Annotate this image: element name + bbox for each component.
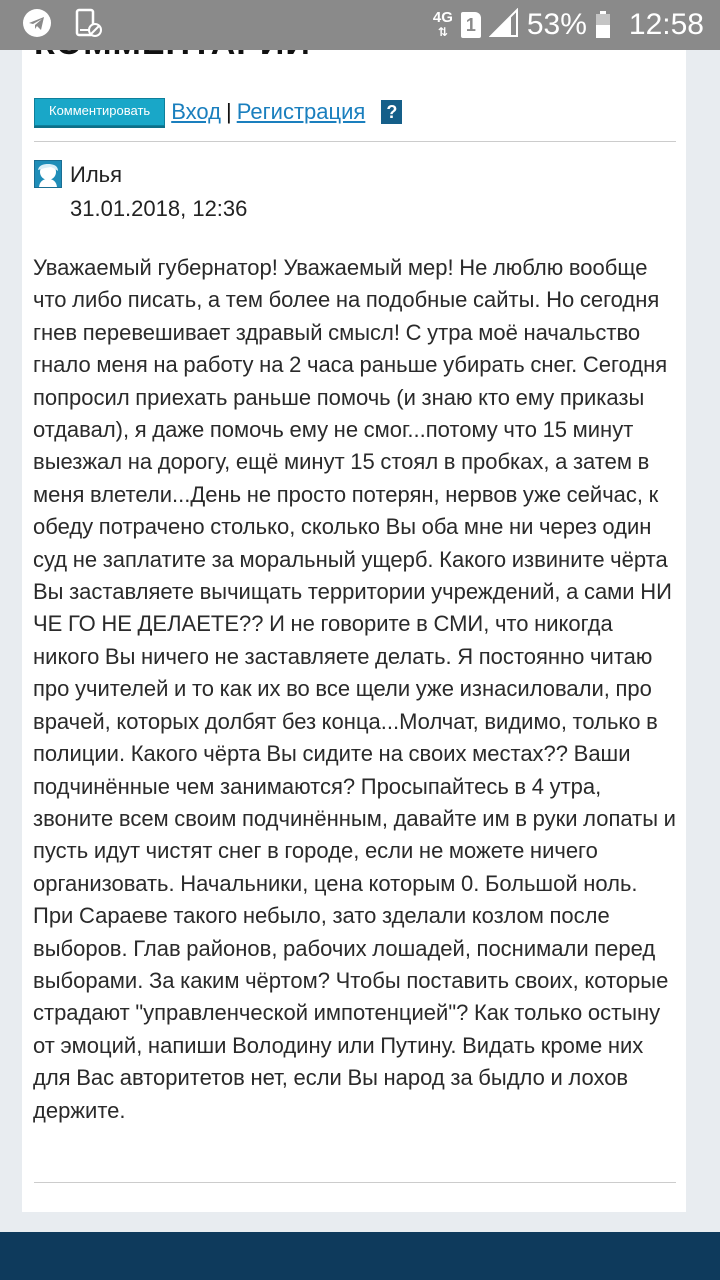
clock: 12:58	[628, 8, 704, 41]
network-type	[433, 11, 453, 39]
data-arrows-icon: ⇅	[437, 25, 448, 39]
battery-percentage: 53%	[526, 8, 587, 41]
help-button[interactable]: ?	[381, 100, 402, 124]
page-footer	[0, 1232, 720, 1280]
register-link[interactable]: Регистрация	[236, 99, 366, 124]
telegram-icon	[22, 8, 52, 43]
phone-blocked-icon	[74, 8, 102, 43]
comment-button[interactable]: Комментировать	[34, 98, 165, 126]
avatar[interactable]	[34, 160, 62, 188]
signal-icon	[489, 8, 519, 43]
status-bar	[0, 0, 720, 50]
network-label: 4G	[432, 9, 453, 26]
comment-toolbar	[34, 98, 402, 126]
comment-text: Уважаемый губернатор! Уважаемый мер! Не люблю вообще что либо писать, а тем более на подобные сайты. Но сегодня гнев перевешивает здравый смысл! С утра моё начальство гнало меня на работу на 2 часа раньше убирать снег. Сегодня попросил приехать раньше помочь (и знаю кто ему приказы отдавал), я даже помочь ему не смог...потому что 15 минут выезжал на дорогу, ещё минут 15 стоял в пробках, а затем в меня влетели...День не просто потерян, нервов уже сейчас, к обеду потрачено столько, сколько Вы оба мне ни через один суд не заплатите за моральный ущерб. Какого извините чёрта Вы заставляете вычищать территории учреждений, а сами НИ ЧЕ ГО НЕ ДЕЛАЕТЕ?? И не говорите в СМИ, что никогда никого Вы ничего не заставляете делать. Я постоянно читаю про учителей и то как их во все щели уже изнасиловали, про врачей, которых долбят без конца...Молчат, видимо, только в полиции. Какого чёрта Вы сидите на своих местах?? Ваши подчинённые чем занимаются? Просыпайтесь в 4 утра, звоните всем своим подчинённым, давайте им в руки лопаты и пусть идут чистят снег в городе, если не можете ничего организовать. Начальники, цена которым 0. Большой ноль. При Сараеве такого небыло, зато зделали козлом после выборов. Глав районов, рабочих лошадей, поснимали перед выборами. За каким чёртом? Чтобы поставить своих, которые страдают "управленческой импотенцией"? Как только остыну от эмоций, напиши Володину или Путину. Видать кроме них для Вас авторитетов нет, если Вы народ за быдло и лохов держите.	[33, 255, 676, 1123]
comment-author: Илья	[70, 162, 123, 187]
comments-card	[22, 0, 686, 1212]
sim-badge: 1	[461, 12, 481, 38]
user-silhouette-icon	[35, 161, 61, 187]
status-bar-left	[22, 10, 102, 40]
comment-date: 31.01.2018, 12:36	[70, 196, 248, 221]
battery-icon	[595, 11, 611, 39]
login-link[interactable]: Вход	[171, 99, 221, 124]
divider	[34, 141, 676, 142]
link-separator: |	[225, 99, 232, 124]
status-bar-right	[433, 4, 704, 46]
divider	[34, 1182, 676, 1183]
